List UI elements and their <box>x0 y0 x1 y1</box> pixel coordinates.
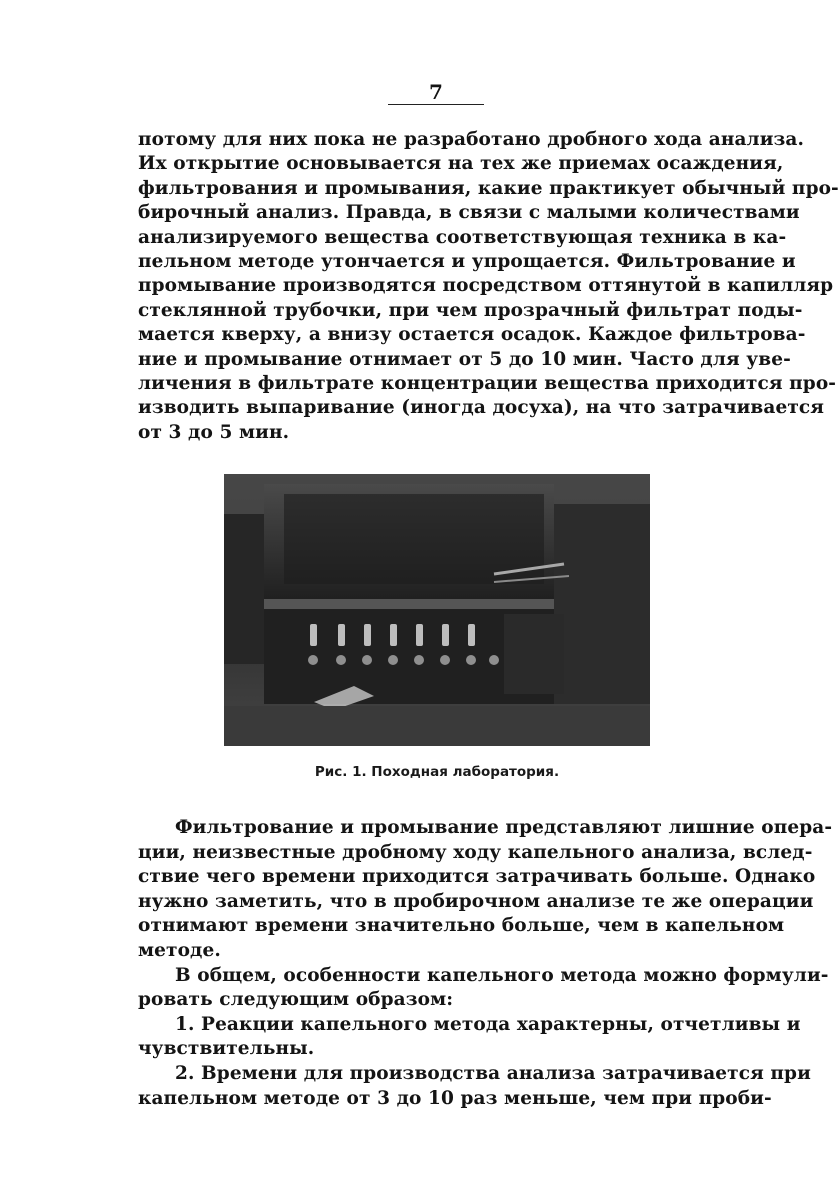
figure-caption: Рис. 1. Походная лаборатория. <box>314 764 560 780</box>
text-line: изводить выпаривание (иногда досуха), на что затрачивается <box>138 397 825 419</box>
field-laboratory-illustration <box>224 474 650 746</box>
text-line: анализируемого вещества соответствующая техника в ка- <box>138 226 787 248</box>
text-line: нужно заметить, что в пробирочном анализе те же операции <box>138 890 814 912</box>
text-line: Фильтрование и промывание представляют лишние опера- <box>175 817 833 838</box>
text-line: ции, неизвестные дробному ходу капельного анализа, вслед- <box>138 841 813 863</box>
text-line: стеклянной трубочки, при чем прозрачный фильтрат поды- <box>138 299 803 321</box>
text-line: В общем, особенности капельного метода можно формули- <box>175 964 829 986</box>
text-line: пельном методе утончается и упрощается. Фильтрование и <box>138 250 796 272</box>
field-laboratory-photo <box>224 474 650 746</box>
page-number: 7 <box>429 80 443 104</box>
text-line: личения в фильтрате концентрации вещества приходится про- <box>138 372 837 394</box>
paragraph-top <box>138 128 839 445</box>
text-line: ровать следующим образом: <box>138 989 454 1011</box>
text-line: ствие чего времени приходится затрачивать больше. Однако <box>138 866 816 888</box>
text-line: 2. Времени для производства анализа затрачивается при <box>175 1062 811 1084</box>
text-line: бирочный анализ. Правда, в связи с малыми количествами <box>138 202 800 224</box>
text-line: отнимают времени значительно больше, чем в капельном <box>138 915 785 937</box>
text-line: потому для них пока не разработано дробного хода анализа. <box>138 129 805 150</box>
text-line: промывание производятся посредством оттянутой в капилляр <box>138 275 834 297</box>
paragraphs-bottom <box>138 816 833 1111</box>
text-line: капельном методе от 3 до 10 раз меньше, чем при проби- <box>138 1087 772 1109</box>
text-line: Их открытие основывается на тех же приемах осаждения, <box>138 153 784 175</box>
text-line: мается кверху, а внизу остается осадок. Каждое фильтрова- <box>138 324 806 346</box>
text-line: от 3 до 5 мин. <box>138 421 290 443</box>
text-line: ние и промывание отнимает от 5 до 10 мин. Часто для уве- <box>138 348 791 370</box>
text-line: 1. Реакции капельного метода характерны, отчетливы и <box>175 1013 801 1035</box>
text-line: чувствительны. <box>138 1038 315 1060</box>
text-line: методе. <box>138 939 221 961</box>
text-line: фильтрования и промывания, какие практикует обычный про- <box>138 177 839 199</box>
page-number-rule <box>388 104 484 105</box>
